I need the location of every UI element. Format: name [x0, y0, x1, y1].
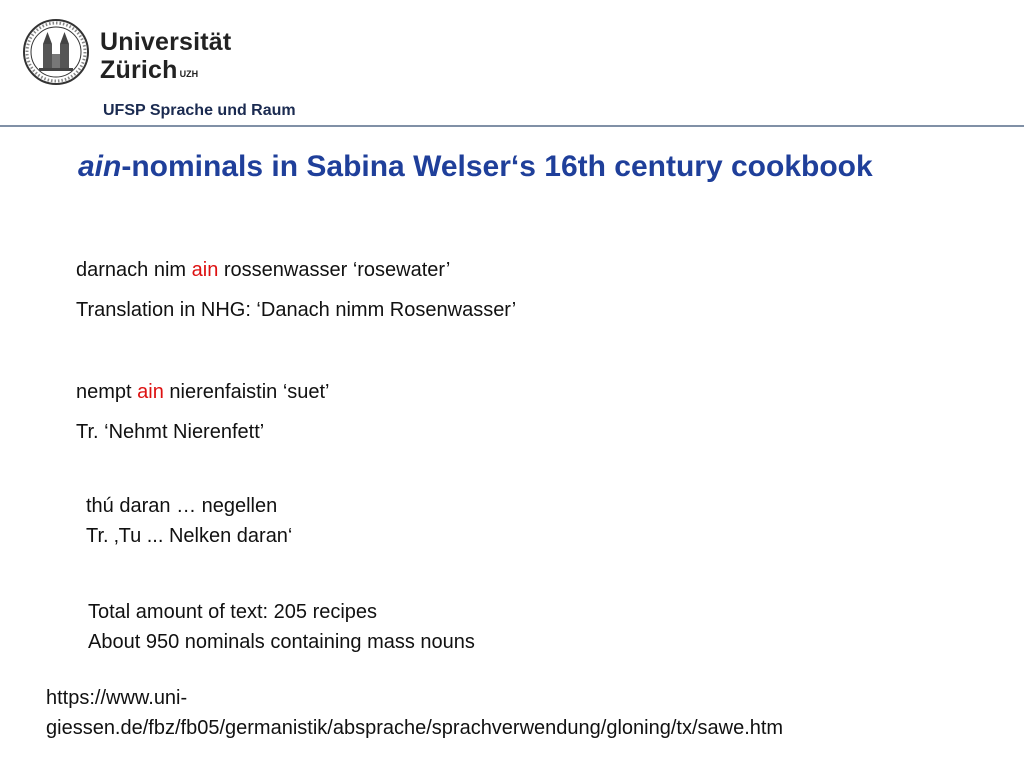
example-2-highlight: ain	[137, 381, 164, 403]
example-1-highlight: ain	[191, 259, 219, 281]
source-url-line2: giessen.de/fbz/fb05/germanistik/absprache/sprachverwendung/gloning/tx/sawe.htm	[46, 717, 784, 739]
example-2-line	[76, 381, 330, 404]
header-subtitle: UFSP Sprache und Raum	[103, 102, 296, 119]
source-url-line1: https://www.uni-	[46, 687, 188, 709]
example-1-translation: Translation in NHG: ‘Danach nimm Rosenwasser’	[76, 299, 517, 321]
source-url[interactable]	[46, 683, 1006, 743]
example-3-line: thú daran … negellen	[86, 495, 278, 517]
example-2-pre: nempt	[76, 381, 138, 403]
example-1-pre: darnach nim	[76, 259, 192, 281]
example-2-translation: Tr. ‘Nehmt Nierenfett’	[76, 421, 265, 443]
university-tag: UZH	[179, 69, 199, 79]
university-name-line2: Zürich	[100, 56, 178, 84]
slide-title	[78, 150, 873, 184]
example-2-post: nierenfaistin ‘suet’	[163, 381, 330, 403]
summary-nominals: About 950 nominals containing mass nouns	[88, 631, 475, 653]
university-seal-icon	[22, 18, 90, 86]
example-3-translation: Tr. ‚Tu ... Nelken daran‘	[86, 525, 293, 547]
example-1-line	[76, 259, 450, 282]
header-divider	[0, 125, 1024, 127]
slide-title-italic: ain	[78, 150, 122, 183]
example-1-post: rossenwasser ‘rosewater’	[218, 259, 451, 281]
university-name-line1: Universität	[100, 28, 232, 56]
slide-title-rest: -nominals in Sabina Welser‘s 16th century cookbook	[121, 150, 873, 183]
summary-recipes: Total amount of text: 205 recipes	[88, 601, 378, 623]
university-name	[100, 28, 231, 84]
